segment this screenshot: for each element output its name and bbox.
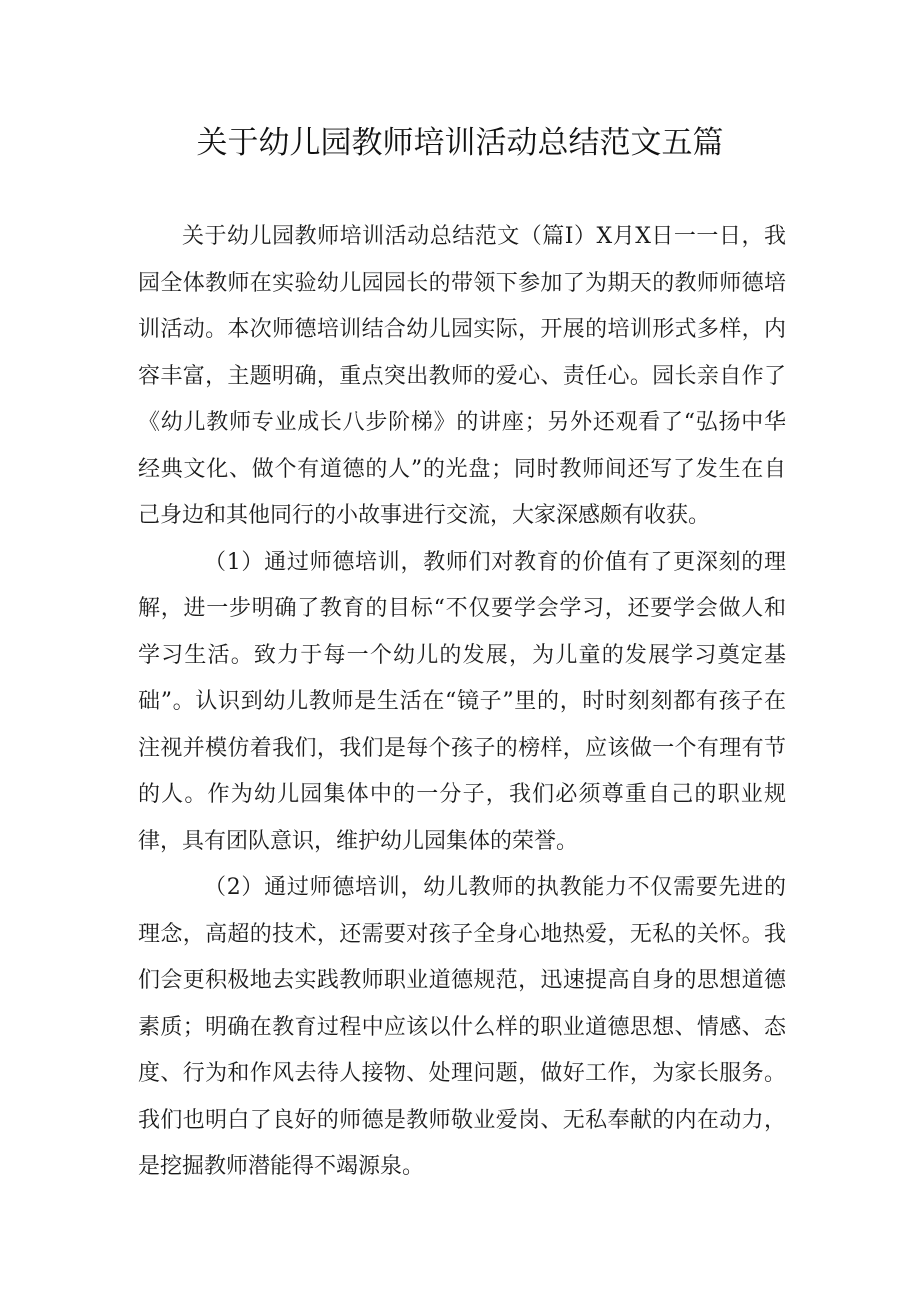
document-title: 关于幼儿园教师培训活动总结范文五篇 [196,125,724,161]
document-body [138,214,786,1191]
paragraph-point-1: （1）通过师德培训，教师们对教育的价值有了更深刻的理解，进一步明确了教育的目标“不仅要学会学习，还要学会做人和学习生活。致力于每一个幼儿的发展，为儿童的发展学习奠定基础”。认识到幼儿教师是生活在“镜子”里的，时时刻刻都有孩子在注视并模仿着我们，我们是每个孩子的榜样，应该做一个有理有节的人。作为幼儿园集体中的一分子，我们必须尊重自己的职业规律，具有团队意识，维护幼儿园集体的荣誉。 [138,549,786,854]
paragraph-point-2: （2）通过师德培训，幼儿教师的执教能力不仅需要先进的理念，高超的技术，还需要对孩子全身心地热爱，无私的关怀。我们会更积极地去实践教师职业道德规范，迅速提高自身的思想道德素质；明确在教育过程中应该以什么样的职业道德思想、情感、态度、行为和作风去待人接物、处理问题，做好工作，为家长服务。我们也明白了良好的师德是教师敬业爱岗、无私奉献的内在动力，是挖掘教师潜能得不竭源泉。 [138,875,786,1179]
paragraph-intro: 关于幼儿园教师培训活动总结范文（篇Ⅰ）X月X日一一日，我园全体教师在实验幼儿园园长的带领下参加了为期天的教师师德培训活动。本次师德培训结合幼儿园实际，开展的培训形式多样，内容丰富，主题明确，重点突出教师的爱心、责任心。园长亲自作了《幼儿教师专业成长八步阶梯》的讲座；另外还观看了“弘扬中华经典文化、做个有道德的人”的光盘；同时教师间还写了发生在自己身边和其他同行的小故事进行交流，大家深感颇有收获。 [138,224,786,528]
